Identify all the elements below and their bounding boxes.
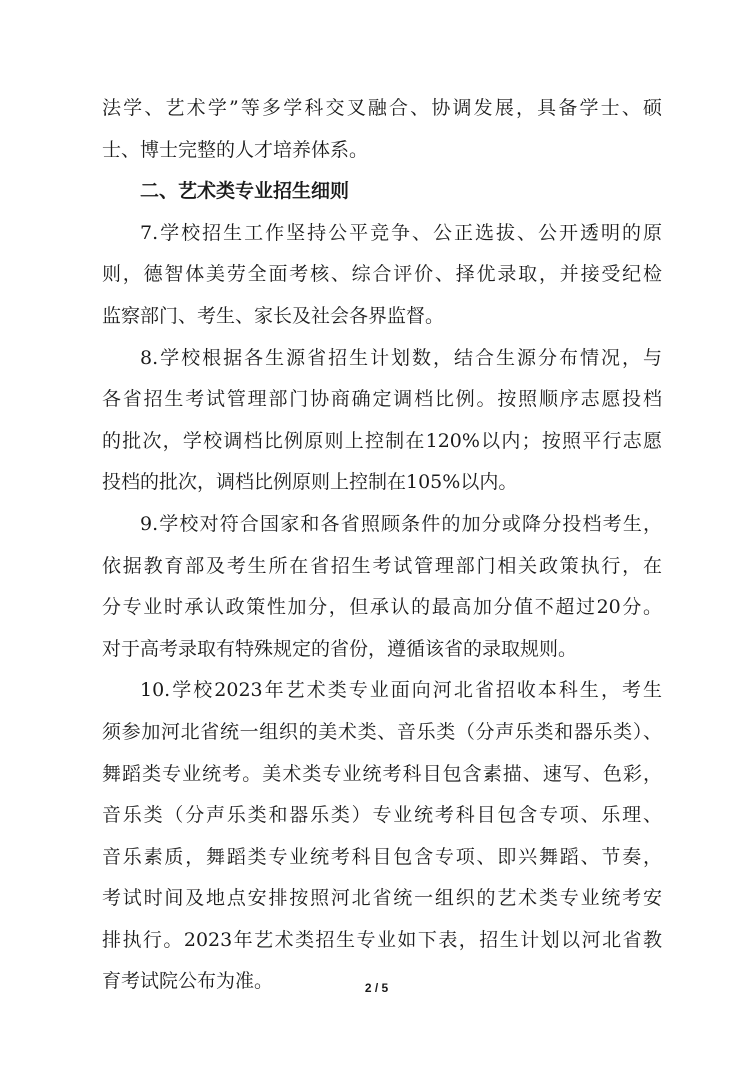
paragraph-line: 育考试院公布为准。	[102, 970, 274, 993]
paragraph-line: 10.学校2023年艺术类专业面向河北省招收本科生，考生	[140, 679, 662, 702]
paragraph-line: 依据教育部及考生所在省招生考试管理部门相关政策执行，在	[102, 554, 662, 577]
paragraph-line: 须参加河北省统一组织的美术类、音乐类（分声乐类和器乐类）、	[102, 720, 662, 743]
paragraph-line: 则，德智体美劳全面考核、综合评价、择优录取，并接受纪检	[102, 263, 662, 286]
paragraph-line: 分专业时承认政策性加分，但承认的最高加分值不超过20分。	[102, 596, 662, 619]
paragraph-line: 9.学校对符合国家和各省照顾条件的加分或降分投档考生，	[140, 512, 662, 535]
paragraph-line: 8.学校根据各生源省招生计划数，结合生源分布情况，与	[140, 346, 662, 369]
paragraph-line: 监察部门、考生、家长及社会各界监督。	[102, 304, 445, 327]
paragraph-line: 舞蹈类专业统考。美术类专业统考科目包含素描、速写、色彩，	[102, 762, 662, 785]
paragraph-line: 法学、艺术学”等多学科交叉融合、协调发展，具备学士、硕	[102, 97, 662, 119]
paragraph-line: 士、博士完整的人才培养体系。	[102, 138, 369, 161]
paragraph-line: 音乐素质，舞蹈类专业统考科目包含专项、即兴舞蹈、节奏，	[102, 845, 662, 868]
paragraph-line: 音乐类（分声乐类和器乐类）专业统考科目包含专项、乐理、	[102, 804, 662, 827]
paragraph-line: 的批次，学校调档比例原则上控制在120%以内；按照平行志愿	[102, 429, 662, 452]
section-heading: 二、艺术类专业招生细则	[140, 180, 350, 203]
paragraph-line: 排执行。2023年艺术类招生专业如下表，招生计划以河北省教	[102, 928, 662, 951]
page-number: 2 / 5	[364, 981, 389, 995]
document-body	[102, 88, 662, 1003]
paragraph-line: 投档的批次，调档比例原则上控制在105%以内。	[102, 471, 518, 494]
paragraph-line: 7.学校招生工作坚持公平竞争、公正选拔、公开透明的原	[140, 221, 662, 244]
paragraph-line: 各省招生考试管理部门协商确定调档比例。按照顺序志愿投档	[102, 388, 662, 411]
paragraph-line: 对于高考录取有特殊规定的省份，遵循该省的录取规则。	[102, 637, 578, 660]
paragraph-line: 考试时间及地点安排按照河北省统一组织的艺术类专业统考安	[102, 887, 662, 910]
